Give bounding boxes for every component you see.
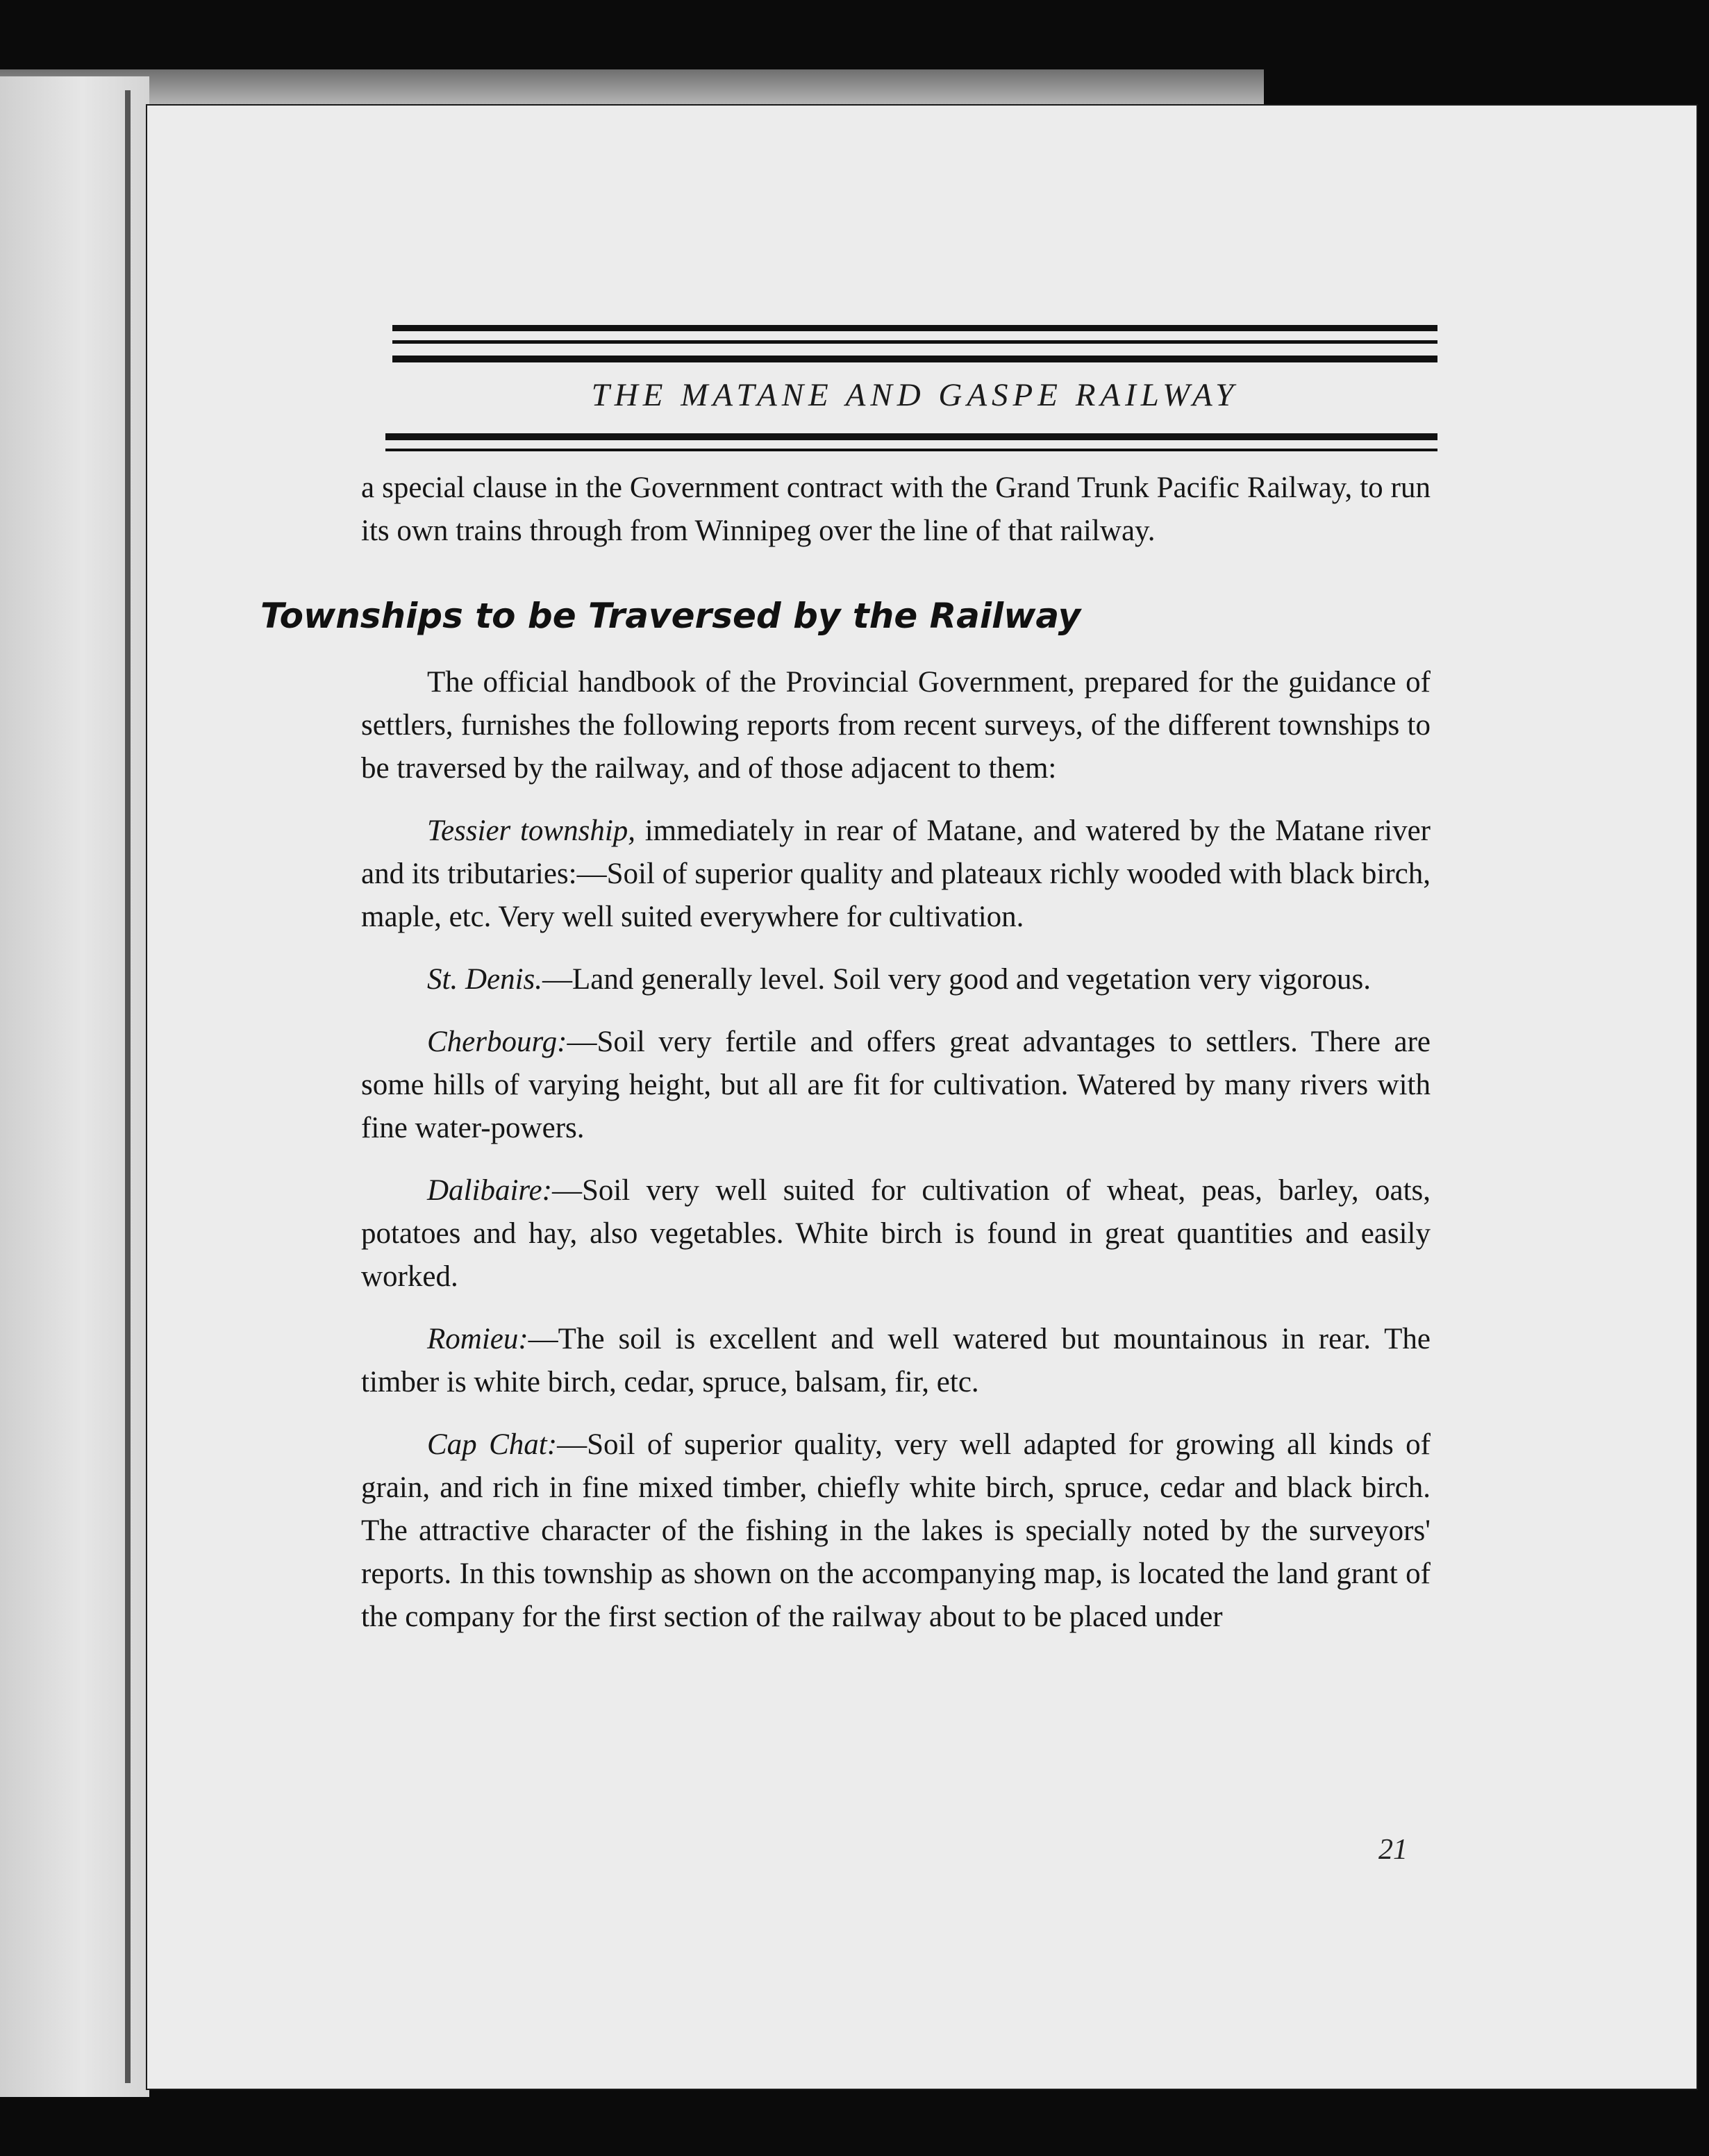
entry-name: Cap Chat:	[427, 1428, 558, 1461]
running-head: THE MATANE AND GASPE RAILWAY	[591, 377, 1239, 413]
binding-gutter	[125, 90, 131, 2083]
entry-dalibaire	[361, 1169, 1431, 1298]
entry-text: —Soil very fertile and offers great advantages to settlers. There are some hills of varying height, but all are fit for cultivation. Watered by many rivers with fine water-powers.	[361, 1026, 1431, 1144]
entry-text: —The soil is excellent and well watered but mountainous in rear. The timber is white birch, cedar, spruce, balsam, fir, etc.	[361, 1323, 1431, 1398]
entry-text: —Soil of superior quality, very well adapted for growing all kinds of grain, and rich in fine mixed timber, chiefly white birch, spruce, cedar and black birch. The attractive character of the fishing in the lakes is specially noted by the surveyors' reports. In this township as shown on the accompanying map, is located the land grant of the company for the first section of the railway about to be placed under	[361, 1428, 1431, 1633]
entry-tessier	[361, 810, 1431, 939]
entry-cherbourg	[361, 1021, 1431, 1150]
header-rule-thin	[385, 449, 1437, 451]
entry-name: St. Denis.	[427, 963, 543, 996]
entry-text: —Soil very well suited for cultivation of wheat, peas, barley, oats, potatoes and hay, also vegetables. White birch is found in great quantities and easily worked.	[361, 1174, 1431, 1293]
entry-text: —Land generally level. Soil very good and vegetation very vigorous.	[542, 963, 1371, 996]
entry-name: Dalibaire:	[427, 1174, 552, 1207]
header-rule-top	[392, 325, 1437, 331]
page-number: 21	[1378, 1834, 1408, 1866]
entry-st-denis	[361, 958, 1431, 1001]
entry-name: Tessier township,	[427, 814, 636, 847]
header-rule-lower	[392, 356, 1437, 362]
header-rule-bottom	[385, 433, 1437, 440]
entry-cap-chat	[361, 1423, 1431, 1639]
entry-name: Romieu:	[427, 1323, 528, 1355]
lead-paragraph: The official handbook of the Provincial Government, prepared for the guidance of settlers, furnishes the following reports from recent surveys, of the different townships to be traversed by the railway, and of those adjacent to them:	[361, 666, 1431, 785]
entry-name: Cherbourg:	[427, 1026, 567, 1058]
entry-romieu	[361, 1318, 1431, 1404]
entry-text: immediately in rear of Matane, and watered by the Matane river and its tributaries:—Soil of superior quality and plateaux richly wooded with black birch, maple, etc. Very well suited everywhere for cultivation.	[361, 814, 1431, 933]
page-body	[260, 467, 1431, 1639]
header-rule-middle	[392, 340, 1437, 344]
intro-paragraph: a special clause in the Government contract with the Grand Trunk Pacific Railway, to run its own trains through from Winnipeg over the line of that railway.	[361, 471, 1431, 547]
section-heading: Townships to be Traversed by the Railway	[260, 596, 1081, 636]
